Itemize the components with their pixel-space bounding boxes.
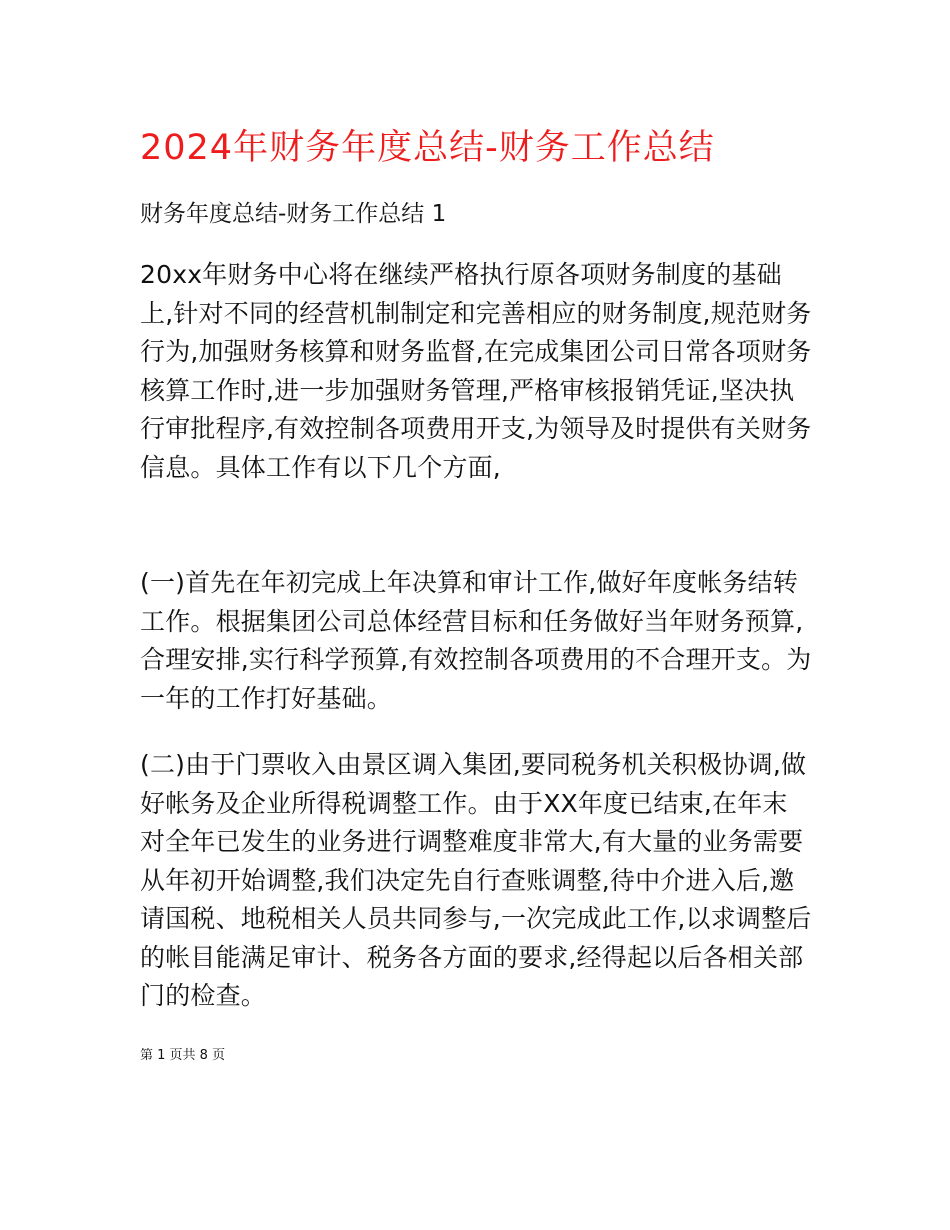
body-paragraph: (二)由于门票收入由景区调入集团,要同税务机关积极协调,做好帐务及企业所得税调整工作。由于XX年度已结束,在年末对全年已发生的业务进行调整难度非常大,有大量的业务需要从年初开始调整,我们决定先自行查账调整,待中介进入后,邀请国税、地税相关人员共同参与,一次完成此工作,以求调整后的帐目能满足审计、税务各方面的要求,经得起以后各相关部门的检查。 <box>140 750 812 1010</box>
body-paragraph: 20xx年财务中心将在继续严格执行原各项财务制度的基础上,针对不同的经营机制制定和完善相应的财务制度,规范财务行为,加强财务核算和财务监督,在完成集团公司日常各项财务核算工作时,进一步加强财务管理,严格审核报销凭证,坚决执行审批程序,有效控制各项费用开支,为领导及时提供有关财务信息。具体工作有以下几个方面, <box>140 260 812 482</box>
section-heading: 财务年度总结-财务工作总结 1 <box>140 201 447 227</box>
document-title: 2024年财务年度总结-财务工作总结 <box>140 128 715 168</box>
page-number-footer: 第 1 页共 8 页 <box>140 1048 226 1063</box>
body-paragraph: (一)首先在年初完成上年决算和审计工作,做好年度帐务结转工作。根据集团公司总体经营目标和任务做好当年财务预算,合理安排,实行科学预算,有效控制各项费用的不合理开支。为一年的工作打好基础。 <box>140 568 812 713</box>
